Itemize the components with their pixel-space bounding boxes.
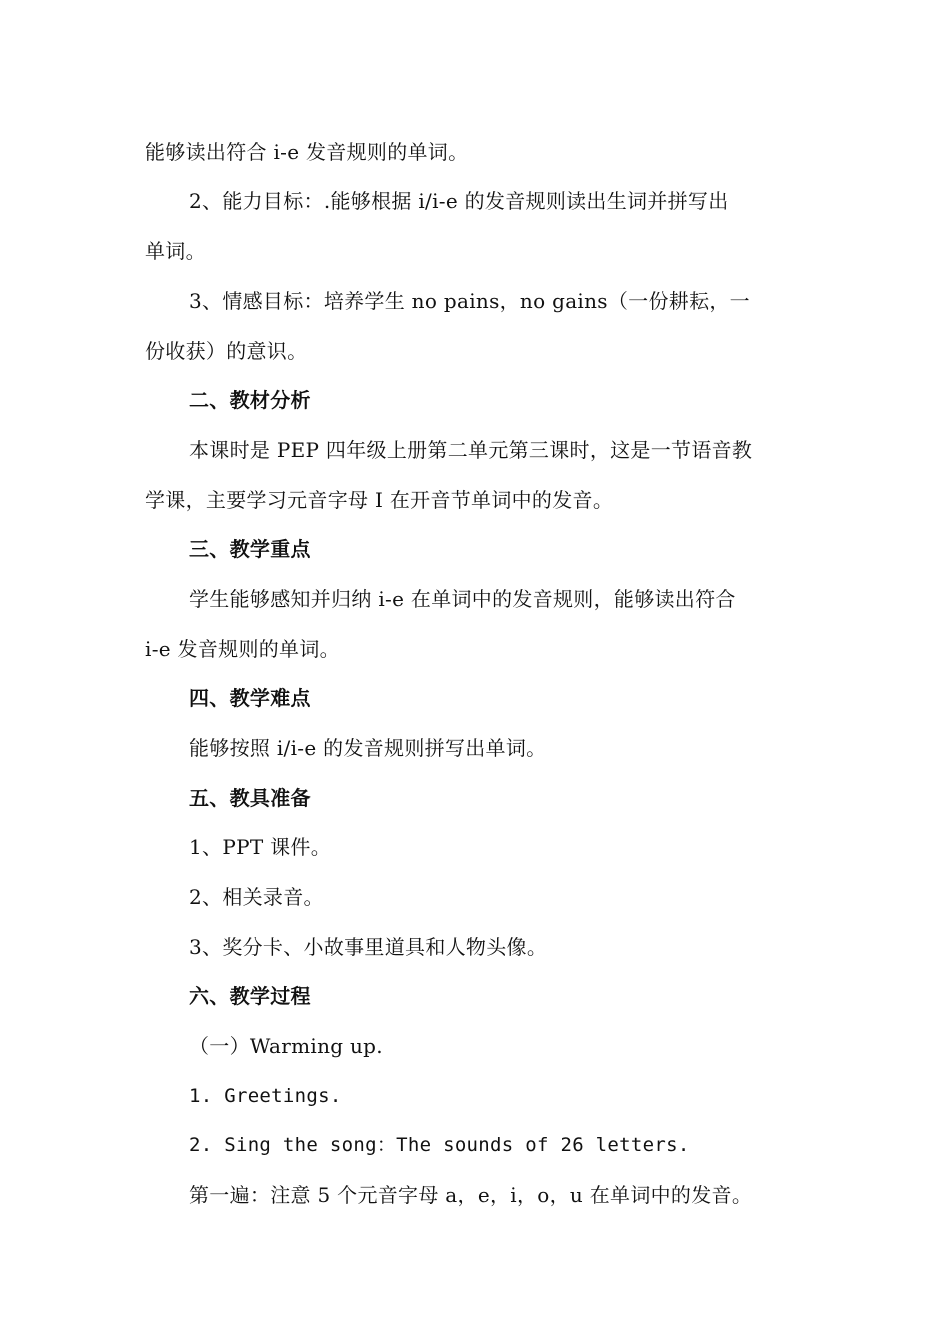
list-item: 3、奖分卡、小故事里道具和人物头像。 — [189, 935, 548, 959]
section-heading: 三、教学重点 — [189, 537, 311, 561]
paragraph-line: 本课时是 PEP 四年级上册第二单元第三课时，这是一节语音教 — [189, 438, 753, 462]
subsection-heading: （一）Warming up. — [189, 1034, 383, 1058]
paragraph-line: i-e 发音规则的单词。 — [145, 637, 340, 661]
list-item: 2. Sing the song：The sounds of 26 letters. — [189, 1134, 690, 1156]
paragraph-line: 学生能够感知并归纳 i-e 在单词中的发音规则，能够读出符合 — [189, 587, 736, 611]
paragraph-line: 单词。 — [145, 239, 206, 263]
section-heading: 六、教学过程 — [189, 984, 311, 1008]
section-heading: 二、教材分析 — [189, 388, 311, 412]
paragraph-line: 能够按照 i/i-e 的发音规则拼写出单词。 — [189, 736, 547, 760]
paragraph-line: 2、能力目标：.能够根据 i/i-e 的发音规则读出生词并拼写出 — [189, 189, 729, 213]
section-heading: 四、教学难点 — [189, 686, 311, 710]
paragraph-line: 份收获）的意识。 — [145, 339, 308, 363]
paragraph-line: 学课，主要学习元音字母 I 在开音节单词中的发音。 — [145, 488, 614, 512]
section-heading: 五、教具准备 — [189, 786, 311, 810]
paragraph-line: 第一遍：注意 5 个元音字母 a，e，i，o，u 在单词中的发音。 — [189, 1183, 753, 1207]
paragraph-line: 3、情感目标：培养学生 no pains，no gains（一份耕耘，一 — [189, 289, 750, 313]
list-item: 1. Greetings. — [189, 1085, 342, 1107]
list-item: 2、相关录音。 — [189, 885, 324, 909]
paragraph-line: 能够读出符合 i-e 发音规则的单词。 — [145, 140, 469, 164]
list-item: 1、PPT 课件。 — [189, 835, 332, 859]
